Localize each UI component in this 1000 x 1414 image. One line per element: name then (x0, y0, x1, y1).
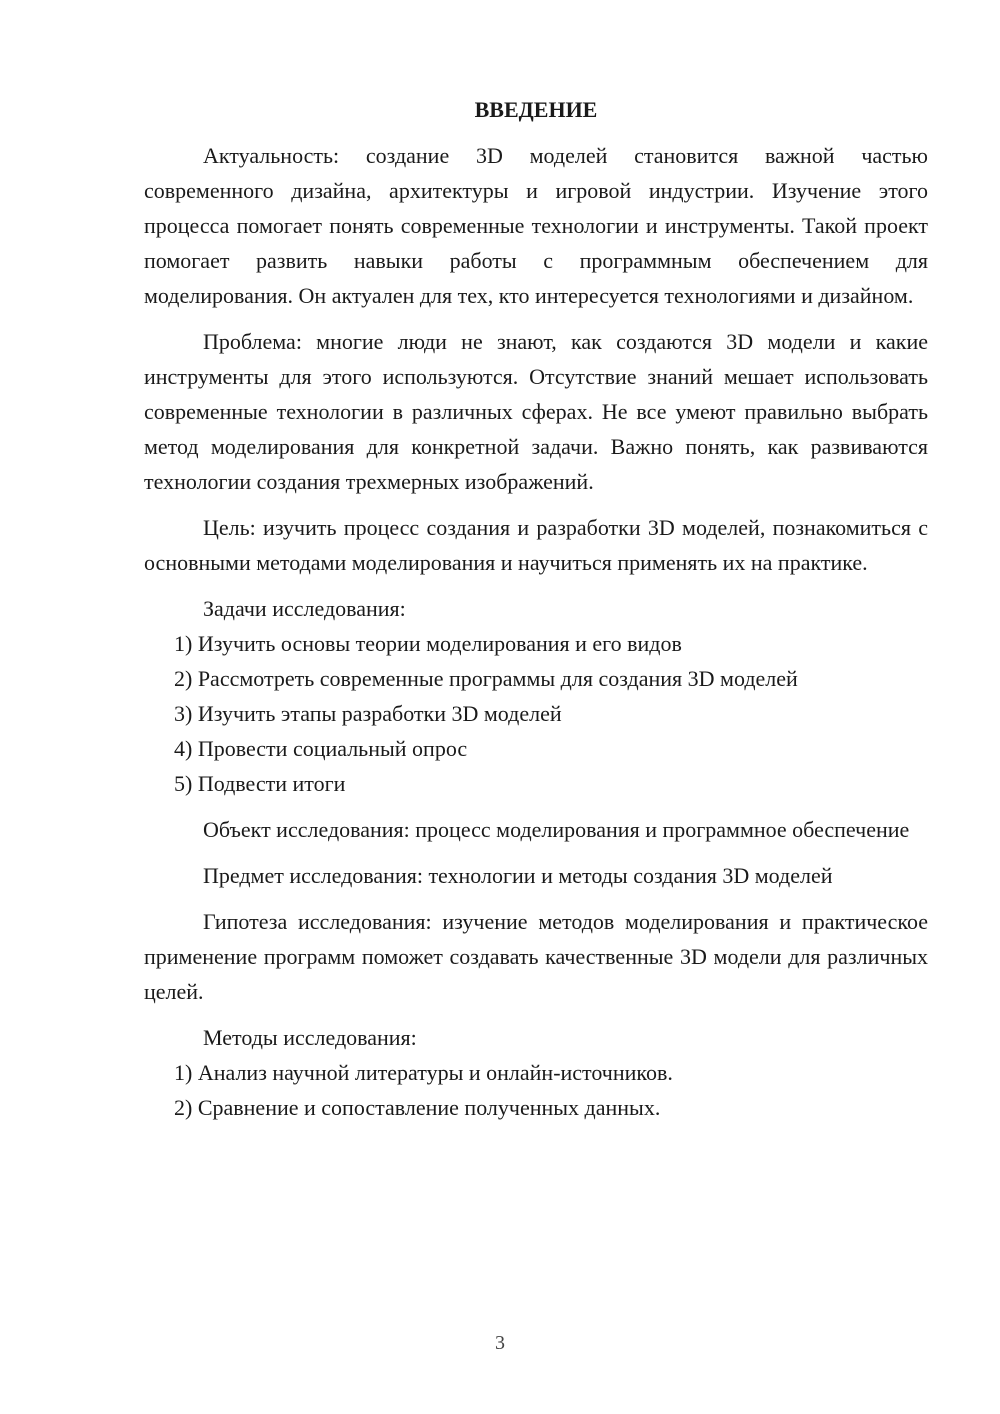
hypothesis-paragraph: Гипотеза исследования: изучение методов моделирования и практическое применение программ поможет создавать качественные 3D модели для различных целей. (144, 909, 928, 1004)
page-number: 3 (495, 1332, 505, 1354)
document-page (144, 92, 928, 1125)
subject-paragraph: Предмет исследования: технологии и методы создания 3D моделей (203, 863, 833, 888)
task-item-1: 1) Изучить основы теории моделирования и его видов (174, 631, 682, 656)
problem-paragraph: Проблема: многие люди не знают, как создаются 3D модели и какие инструменты для этого используются. Отсутствие знаний мешает использовать современные технологии в различных сферах. Не все умеют правильно выбрать метод моделирования для конкретной задачи. Важно понять, как развиваются технологии создания трехмерных изображений. (144, 329, 928, 494)
goal-paragraph: Цель: изучить процесс создания и разработки 3D моделей, познакомиться с основными методами моделирования и научиться применять их на практике. (144, 515, 928, 575)
relevance-paragraph: Актуальность: создание 3D моделей становится важной частью современного дизайна, архитектуры и игровой индустрии. Изучение этого процесса помогает понять современные технологии и инструменты. Такой проект помогает развить навыки работы с программным обеспечением для моделирования. Он актуален для тех, кто интересуется технологиями и дизайном. (144, 143, 928, 308)
page-title: ВВЕДЕНИЕ (474, 97, 598, 122)
method-item-2: 2) Сравнение и сопоставление полученных данных. (174, 1095, 661, 1120)
tasks-title: Задачи исследования: (203, 596, 406, 621)
task-item-2: 2) Рассмотреть современные программы для создания 3D моделей (174, 666, 798, 691)
method-item-1: 1) Анализ научной литературы и онлайн-источников. (174, 1060, 673, 1085)
methods-title: Методы исследования: (203, 1025, 417, 1050)
object-paragraph: Объект исследования: процесс моделирования и программное обеспечение (203, 817, 910, 842)
task-item-4: 4) Провести социальный опрос (174, 736, 468, 761)
task-item-5: 5) Подвести итоги (174, 771, 346, 796)
task-item-3: 3) Изучить этапы разработки 3D моделей (174, 701, 562, 726)
